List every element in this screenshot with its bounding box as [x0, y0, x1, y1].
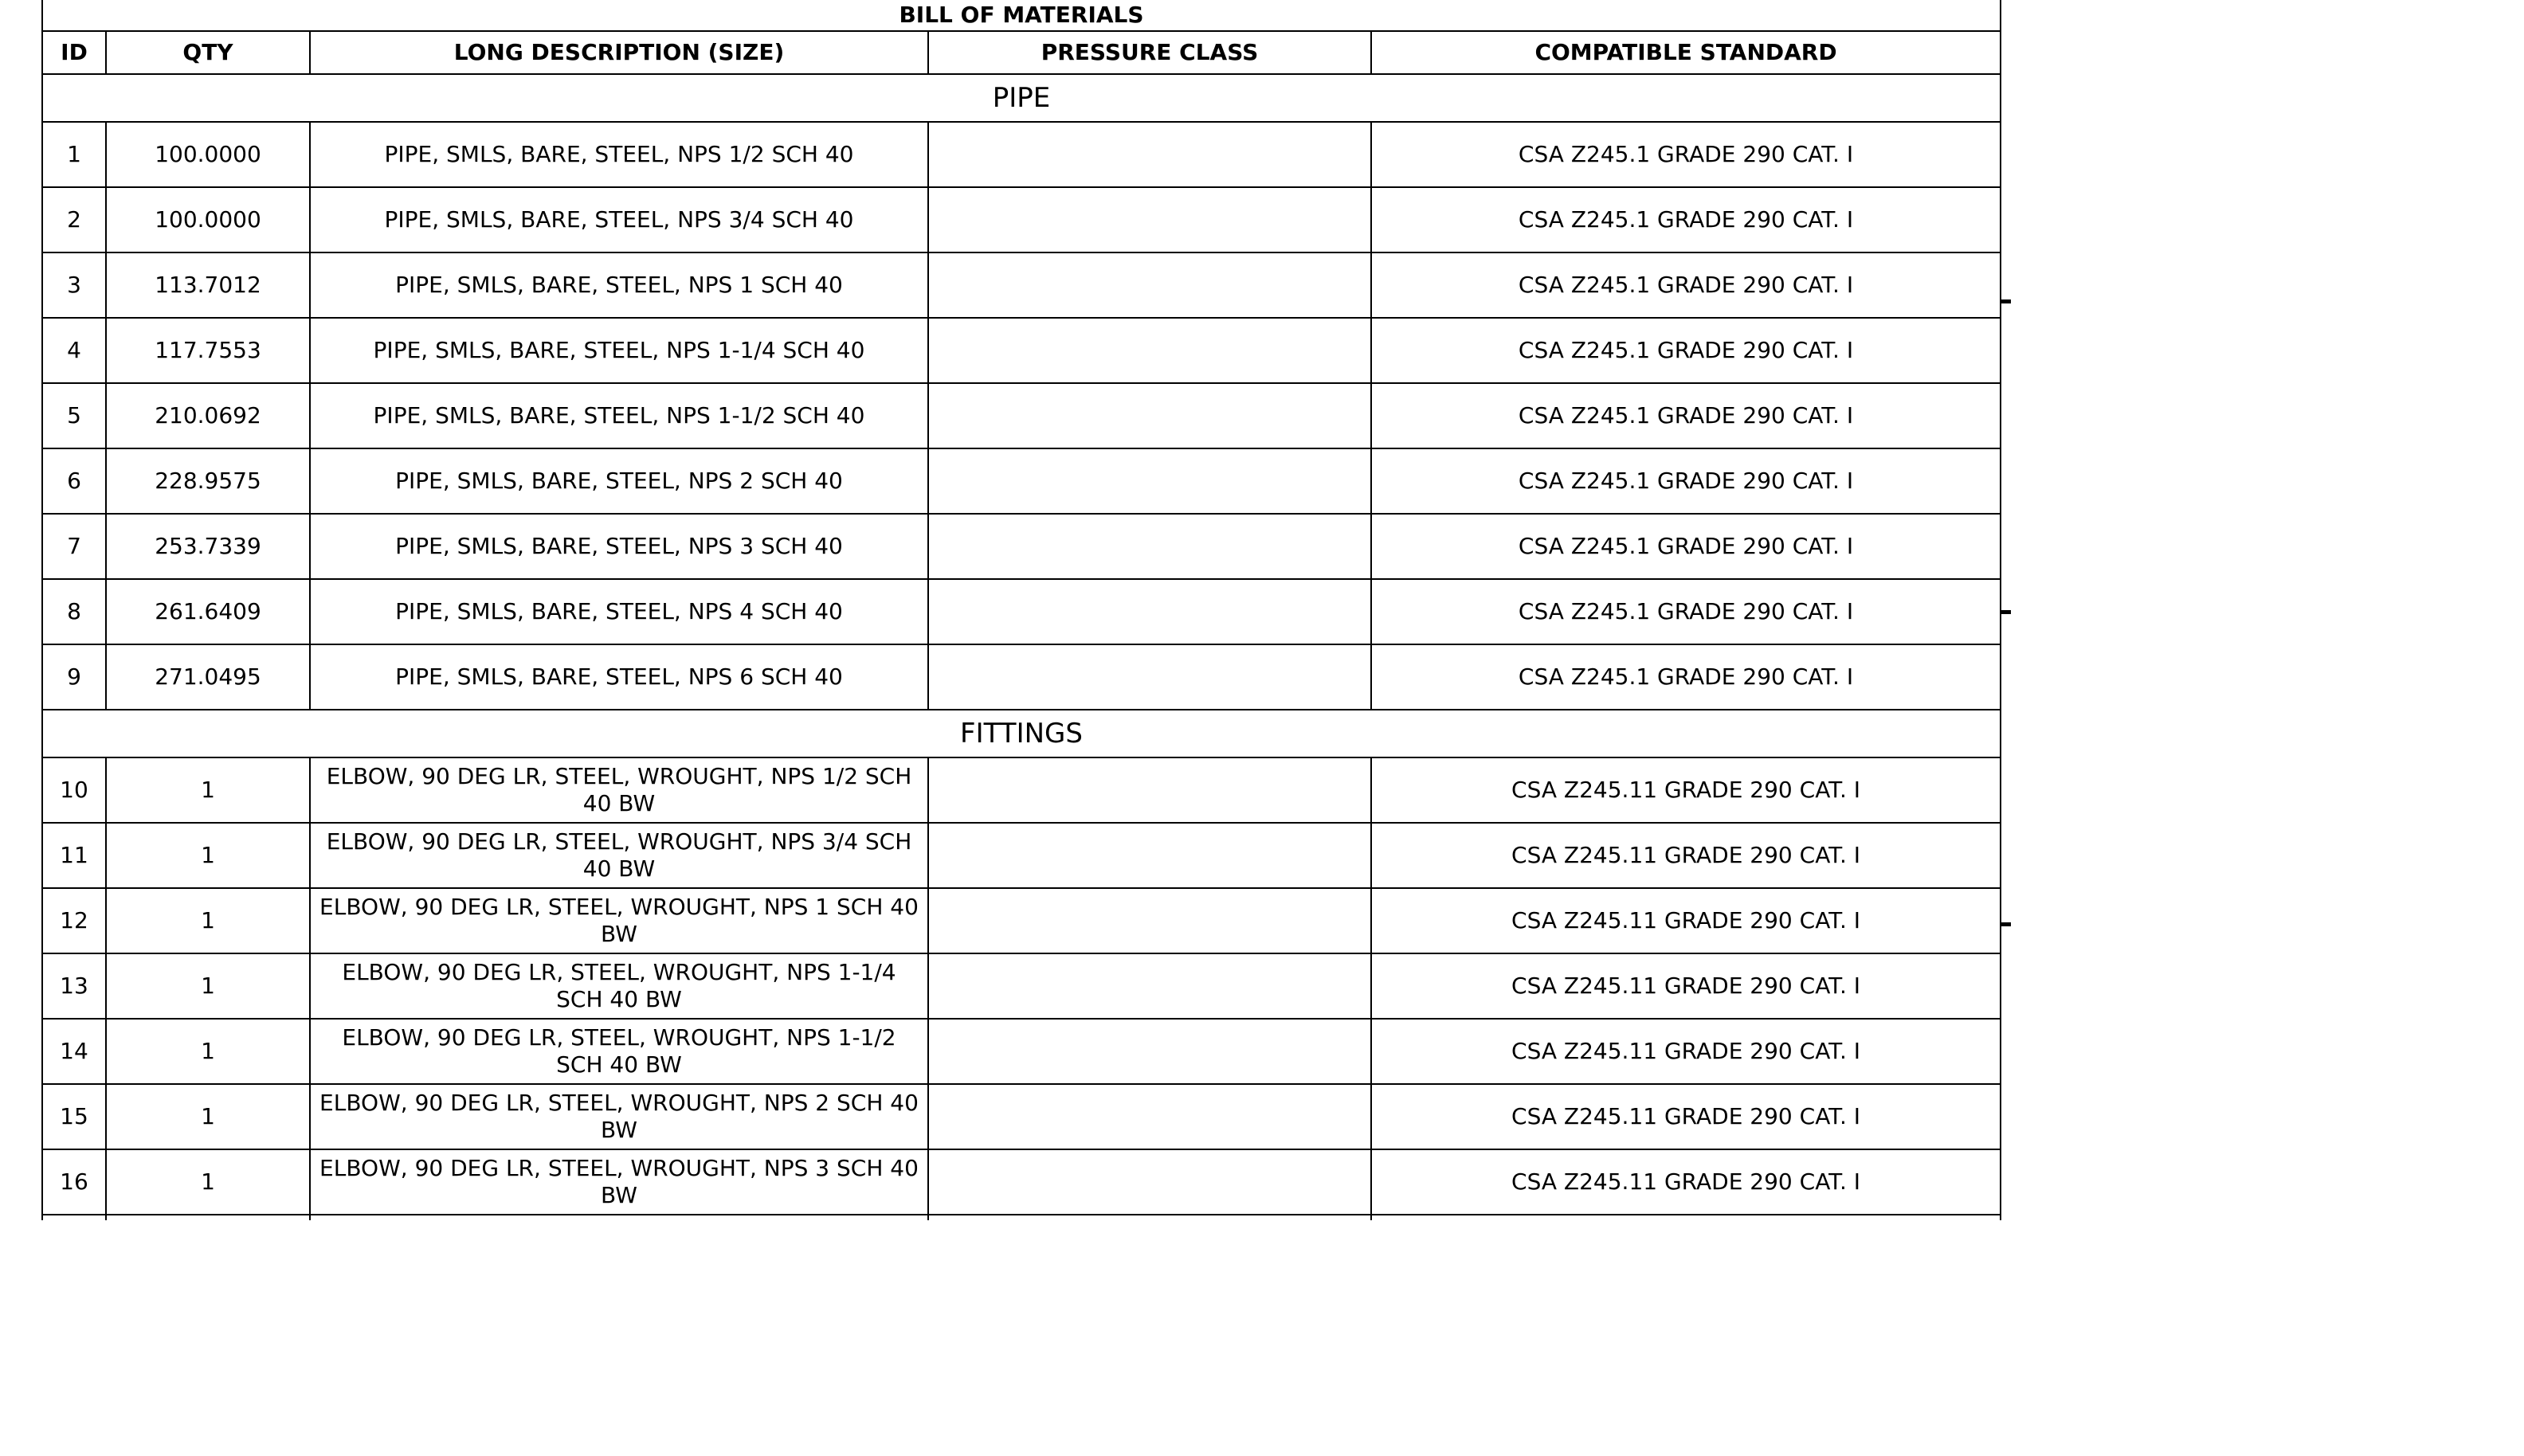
cell-standard: CSA Z245.1 GRADE 290 CAT. I [1371, 252, 2001, 318]
cell-standard: CSA Z245.1 GRADE 290 CAT. I [1371, 122, 2001, 187]
cell-standard: CSA Z245.1 GRADE 290 CAT. I [1371, 318, 2001, 383]
cell-standard: CSA Z245.11 GRADE 290 CAT. I [1371, 823, 2001, 888]
cell-standard: CSA Z245.11 GRADE 290 CAT. I [1371, 1019, 2001, 1084]
cell-description: ELBOW, 90 DEG LR, STEEL, WROUGHT, NPS 1-1/4 SCH 40 BW [310, 953, 928, 1019]
cell-standard: CSA Z245.1 GRADE 290 CAT. I [1371, 579, 2001, 644]
cell-pressure-class [928, 448, 1371, 514]
table-row [42, 122, 2001, 187]
cell-pressure-class [928, 1084, 1371, 1149]
cell-standard: CSA Z245.11 GRADE 290 CAT. I [1371, 1084, 2001, 1149]
cell-description: ELBOW, 90 DEG LR, STEEL, WROUGHT, NPS 3/4 SCH 40 BW [310, 823, 928, 888]
cell-pressure-class [928, 1019, 1371, 1084]
cut-off-cell [310, 1215, 928, 1220]
cell-qty: 1 [106, 888, 310, 953]
cell-standard: CSA Z245.11 GRADE 290 CAT. I [1371, 953, 2001, 1019]
column-header-standard: COMPATIBLE STANDARD [1371, 31, 2001, 74]
section-title: PIPE [42, 74, 2001, 122]
cell-description: PIPE, SMLS, BARE, STEEL, NPS 3 SCH 40 [310, 514, 928, 579]
cell-description: ELBOW, 90 DEG LR, STEEL, WROUGHT, NPS 1-1/2 SCH 40 BW [310, 1019, 928, 1084]
section-header-row [42, 74, 2001, 122]
table-row [42, 757, 2001, 823]
cell-pressure-class [928, 514, 1371, 579]
table-row [42, 318, 2001, 383]
cell-pressure-class [928, 318, 1371, 383]
cell-qty: 1 [106, 1019, 310, 1084]
bill-of-materials-table [41, 0, 2001, 1220]
cut-off-cell [1371, 1215, 2001, 1220]
table-row [42, 888, 2001, 953]
cell-description: ELBOW, 90 DEG LR, STEEL, WROUGHT, NPS 1 SCH 40 BW [310, 888, 928, 953]
column-header-id: ID [42, 31, 106, 74]
cell-pressure-class [928, 579, 1371, 644]
cell-id: 4 [42, 318, 106, 383]
cell-pressure-class [928, 823, 1371, 888]
cell-standard: CSA Z245.1 GRADE 290 CAT. I [1371, 448, 2001, 514]
cell-qty: 210.0692 [106, 383, 310, 448]
table-title: BILL OF MATERIALS [42, 0, 2001, 31]
cell-qty: 1 [106, 1084, 310, 1149]
cell-id: 14 [42, 1019, 106, 1084]
cell-qty: 1 [106, 1149, 310, 1215]
cell-qty: 100.0000 [106, 122, 310, 187]
edge-tick-mark [2000, 610, 2011, 614]
section-title: FITTINGS [42, 710, 2001, 757]
cell-qty: 1 [106, 757, 310, 823]
cell-qty: 117.7553 [106, 318, 310, 383]
edge-tick-mark [2000, 299, 2011, 303]
table-row [42, 953, 2001, 1019]
cell-id: 15 [42, 1084, 106, 1149]
table-row [42, 252, 2001, 318]
cell-description: PIPE, SMLS, BARE, STEEL, NPS 3/4 SCH 40 [310, 187, 928, 252]
cell-standard: CSA Z245.1 GRADE 290 CAT. I [1371, 187, 2001, 252]
cell-qty: 271.0495 [106, 644, 310, 710]
cell-qty: 261.6409 [106, 579, 310, 644]
cell-description: PIPE, SMLS, BARE, STEEL, NPS 1-1/4 SCH 40 [310, 318, 928, 383]
cell-standard: CSA Z245.1 GRADE 290 CAT. I [1371, 644, 2001, 710]
cell-id: 16 [42, 1149, 106, 1215]
edge-tick-mark [2000, 922, 2011, 926]
section-header-row [42, 710, 2001, 757]
cell-description: ELBOW, 90 DEG LR, STEEL, WROUGHT, NPS 2 SCH 40 BW [310, 1084, 928, 1149]
column-header-pressure-class: PRESSURE CLASS [928, 31, 1371, 74]
table-row [42, 1019, 2001, 1084]
cell-id: 11 [42, 823, 106, 888]
table-body [42, 74, 2001, 1220]
table-row [42, 448, 2001, 514]
cell-id: 9 [42, 644, 106, 710]
table-row [42, 579, 2001, 644]
cut-off-cell [106, 1215, 310, 1220]
cell-pressure-class [928, 757, 1371, 823]
cell-id: 13 [42, 953, 106, 1019]
cell-description: PIPE, SMLS, BARE, STEEL, NPS 1/2 SCH 40 [310, 122, 928, 187]
cell-standard: CSA Z245.1 GRADE 290 CAT. I [1371, 383, 2001, 448]
cell-qty: 1 [106, 823, 310, 888]
cell-id: 6 [42, 448, 106, 514]
table-row [42, 187, 2001, 252]
cell-description: PIPE, SMLS, BARE, STEEL, NPS 4 SCH 40 [310, 579, 928, 644]
table-row [42, 1149, 2001, 1215]
cell-description: ELBOW, 90 DEG LR, STEEL, WROUGHT, NPS 3 SCH 40 BW [310, 1149, 928, 1215]
cell-standard: CSA Z245.1 GRADE 290 CAT. I [1371, 514, 2001, 579]
cell-qty: 228.9575 [106, 448, 310, 514]
cell-pressure-class [928, 383, 1371, 448]
cell-qty: 100.0000 [106, 187, 310, 252]
cell-id: 3 [42, 252, 106, 318]
cell-pressure-class [928, 644, 1371, 710]
cell-id: 7 [42, 514, 106, 579]
column-header-qty: QTY [106, 31, 310, 74]
cut-off-cell [928, 1215, 1371, 1220]
cell-pressure-class [928, 122, 1371, 187]
cell-standard: CSA Z245.11 GRADE 290 CAT. I [1371, 1149, 2001, 1215]
cell-description: PIPE, SMLS, BARE, STEEL, NPS 1 SCH 40 [310, 252, 928, 318]
cell-pressure-class [928, 187, 1371, 252]
table-row [42, 1084, 2001, 1149]
table-row [42, 644, 2001, 710]
header-row [42, 31, 2001, 74]
cell-description: PIPE, SMLS, BARE, STEEL, NPS 1-1/2 SCH 40 [310, 383, 928, 448]
cut-off-row [42, 1215, 2001, 1220]
table-row [42, 514, 2001, 579]
cell-qty: 253.7339 [106, 514, 310, 579]
table-row [42, 823, 2001, 888]
cell-qty: 113.7012 [106, 252, 310, 318]
cell-qty: 1 [106, 953, 310, 1019]
cell-description: PIPE, SMLS, BARE, STEEL, NPS 2 SCH 40 [310, 448, 928, 514]
cell-standard: CSA Z245.11 GRADE 290 CAT. I [1371, 757, 2001, 823]
cell-pressure-class [928, 888, 1371, 953]
cell-id: 5 [42, 383, 106, 448]
cell-description: ELBOW, 90 DEG LR, STEEL, WROUGHT, NPS 1/2 SCH 40 BW [310, 757, 928, 823]
cell-id: 2 [42, 187, 106, 252]
cell-id: 12 [42, 888, 106, 953]
column-header-description: LONG DESCRIPTION (SIZE) [310, 31, 928, 74]
cell-pressure-class [928, 953, 1371, 1019]
table-row [42, 383, 2001, 448]
cell-pressure-class [928, 252, 1371, 318]
cell-id: 10 [42, 757, 106, 823]
cell-id: 1 [42, 122, 106, 187]
cell-description: PIPE, SMLS, BARE, STEEL, NPS 6 SCH 40 [310, 644, 928, 710]
cell-pressure-class [928, 1149, 1371, 1215]
cut-off-cell [42, 1215, 106, 1220]
cell-standard: CSA Z245.11 GRADE 290 CAT. I [1371, 888, 2001, 953]
title-row [42, 0, 2001, 31]
cell-id: 8 [42, 579, 106, 644]
